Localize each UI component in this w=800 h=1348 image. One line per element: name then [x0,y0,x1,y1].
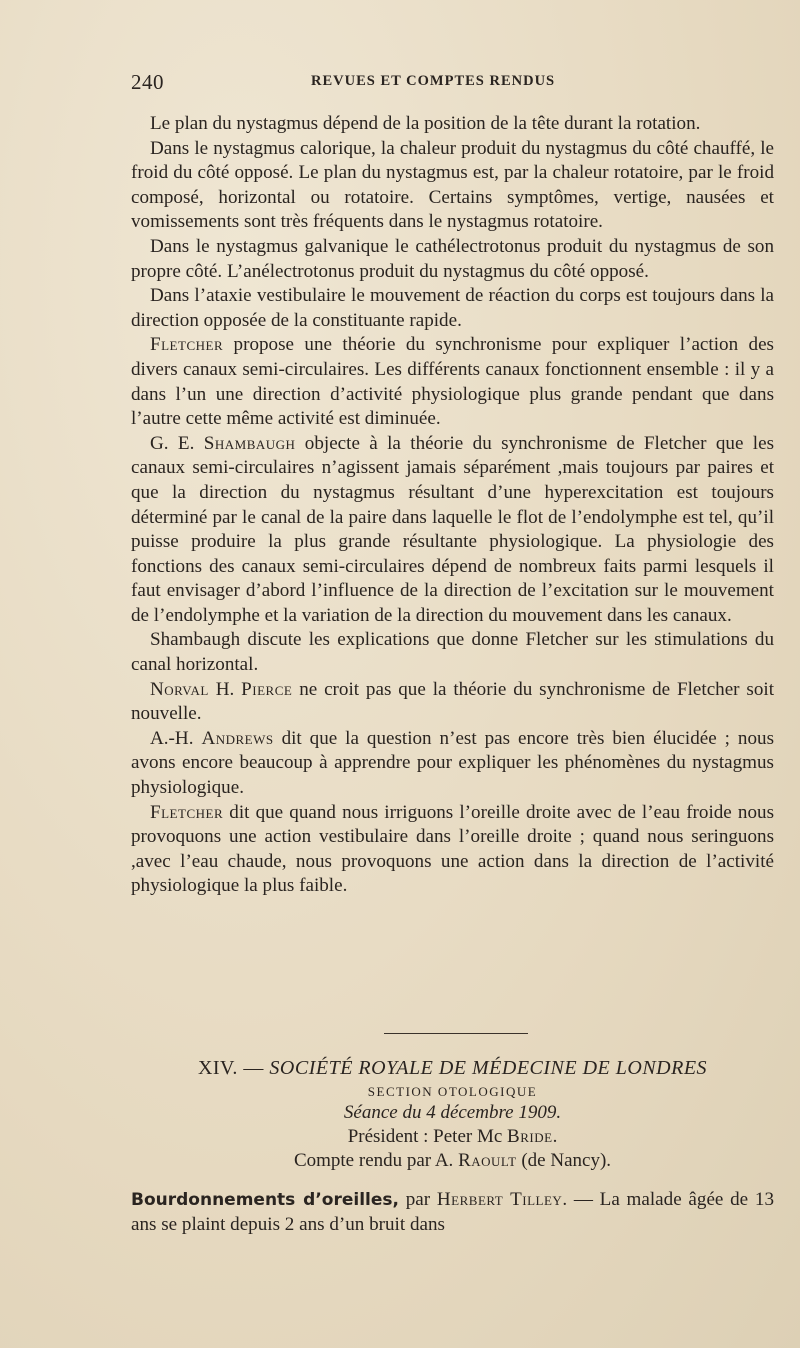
paragraph: Dans le nystagmus galvanique le cathélectrotonus produit du nystagmus de son propre côté. L’anélectrotonus produit du nystagmus du côté opposé. [131,235,774,282]
report-line: Compte rendu par A. Raoult (de Nancy). [293,1150,612,1171]
paragraph: Shambaugh discute les explications que donne Fletcher sur les stimulations du canal horizontal. [131,629,774,676]
running-head: REVUES ET COMPTES RENDUS [311,73,556,89]
paragraph: A.-H. Andrews dit que la question n’est pas encore très bien élucidée ; nous avons encore beaucoup à apprendre pour expliquer les phénomènes du nystagmus physiologique. [131,727,774,799]
president-line: Président : Peter Mc Bride. [347,1126,558,1147]
body-text [131,112,774,899]
article-title: Bourdonnements d’oreilles, [131,1190,399,1210]
author-name: Norval [150,678,209,700]
paragraph: Fletcher dit que quand nous irriguons l’oreille droite avec de l’eau froide nous provoquons une action vestibulaire dans l’oreille droite ; quand nous seringuons ,avec l’eau chaude, nous provoquons une action dans la direction de l’activité physiologique la plus faible. [131,801,774,897]
paragraph: Norval H. Pierce ne croit pas que la théorie du synchronisme de Fletcher soit nouvelle. [131,678,774,725]
section-divider [384,1033,528,1034]
paragraph: Le plan du nystagmus dépend de la position de la tête durant la rotation. [150,113,701,134]
page-number: 240 [131,70,164,94]
paragraph: Fletcher propose une théorie du synchronisme pour expliquer l’action des divers canaux semi-circulaires. Les différents canaux fonctionnent ensemble : il y a dans l’un une direction d’activité physiologique plus grande pendant que dans l’autre cette même activité est diminuée. [131,334,774,430]
paragraph: G. E. Shambaugh objecte à la théorie du synchronisme de Fletcher que les canaux semi-circulaires n’agissent jamais séparément ,mais toujours par paires et que la direction du nystagmus résultant d’une hyperexcitation est toujours déterminé par le canal de la paire dans laquelle le flot de l’endolymphe est tel, qu’il puisse produire la plus grande résultante physiologique. La physiologie des fonctions des canaux semi-circulaires dépend de nombreux faits parmi lesquels il faut envisager d’abord l’influence de la direction de l’excitation sur le mouvement de l’endolymphe et la variation de la direction du mouvement dans les canaux. [131,432,774,626]
author-name: Fletcher [150,334,224,356]
paragraph: Dans le nystagmus calorique, la chaleur produit du nystagmus du côté chauffé, le froid du côté opposé. Le plan du nystagmus est, par la chaleur rotatoire, par le froid composé, horizontal ou rotatoire. Certains symptômes, vertige, nausées et vomissements sont très fréquents dans le nystagmus rotatoire. [131,137,774,233]
paragraph: Dans l’ataxie vestibulaire le mouvement de réaction du corps est toujours dans la direction opposée de la constituante rapide. [131,285,774,331]
section-heading [131,1057,774,1172]
author-name: Fletcher [150,801,224,823]
article-start: Bourdonnements d’oreilles, par Herbert Tilley. — La malade âgée de 13 ans se plaint depuis 2 ans d’un bruit dans [131,1189,774,1235]
author-name: Pierce [241,678,293,700]
section-title: XIV. — SOCIÉTÉ ROYALE DE MÉDECINE DE LONDRES [197,1057,708,1079]
author-name: Shambaugh [203,432,296,454]
section-subtitle: SECTION OTOLOGIQUE [367,1084,538,1099]
author-name: Andrews [201,727,274,749]
page-header [131,70,771,100]
session-date: Séance du 4 décembre 1909. [343,1102,562,1123]
author-name: Herbert Tilley [436,1189,563,1210]
